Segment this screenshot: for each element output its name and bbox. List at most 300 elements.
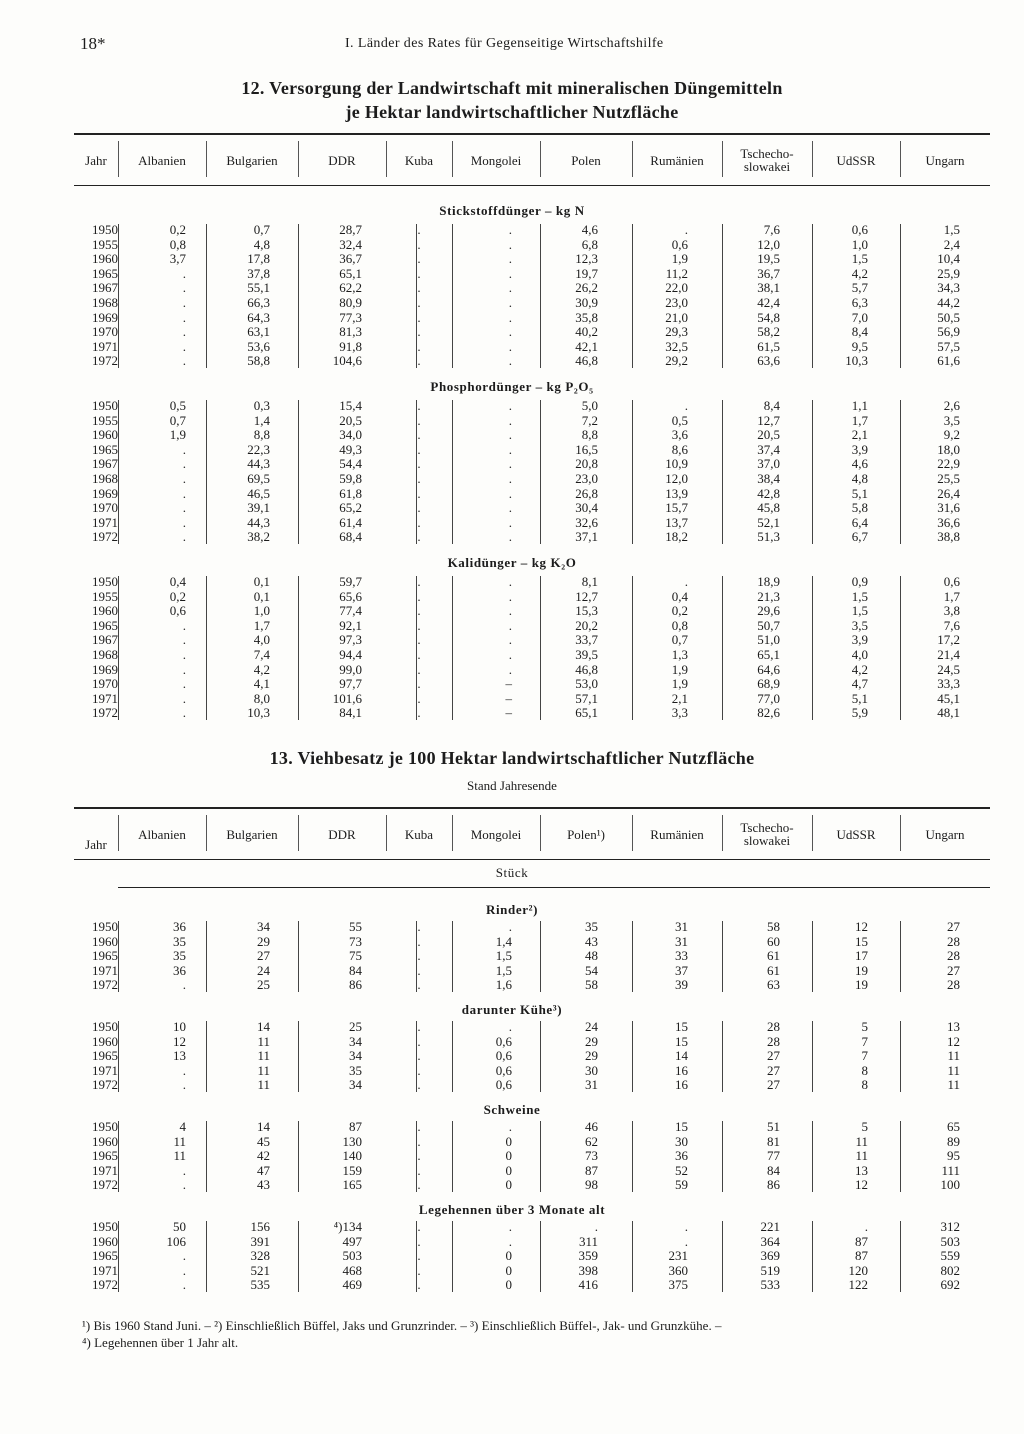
table13-data-sep — [206, 1221, 207, 1292]
value-cell: 0,2 — [169, 588, 186, 604]
value-cell: 1,5 — [851, 588, 868, 604]
value-cell: 1,5 — [851, 251, 868, 267]
table13-data-sep — [206, 921, 207, 992]
value-cell: 36,7 — [339, 251, 362, 267]
value-cell: . — [182, 441, 186, 457]
value-cell: 32,6 — [575, 514, 598, 530]
value-cell: 165 — [342, 1177, 362, 1193]
value-cell: . — [182, 1277, 186, 1293]
table12-data-sep — [416, 400, 417, 544]
value-cell: 0,6 — [851, 222, 868, 237]
value-cell: 0,6 — [495, 1062, 512, 1078]
table-row — [0, 311, 1024, 325]
year-cell: 1971 — [92, 514, 118, 530]
value-cell: 7,6 — [943, 617, 960, 633]
value-cell: 13,7 — [665, 514, 688, 530]
value-cell: 106 — [166, 1233, 186, 1249]
table-row — [0, 1178, 1024, 1192]
value-cell: 5,9 — [851, 705, 868, 721]
value-cell: 23,0 — [665, 295, 688, 310]
table13-header-sep-6 — [632, 815, 633, 851]
table13-data-sep — [452, 1021, 453, 1092]
value-cell: . — [508, 1233, 512, 1249]
value-cell: . — [417, 1177, 421, 1193]
table-row — [0, 1149, 1024, 1163]
value-cell: 77,3 — [339, 309, 362, 325]
table12-header-sep-4 — [452, 141, 453, 177]
table13-header-sep-7 — [722, 815, 723, 851]
value-cell: . — [417, 1077, 421, 1093]
value-cell: 14 — [257, 1019, 270, 1034]
value-cell: 65,1 — [757, 647, 780, 662]
value-cell: . — [417, 1148, 421, 1164]
value-cell: 21,3 — [757, 588, 780, 604]
value-cell: 42 — [257, 1148, 270, 1164]
value-cell: 7,6 — [763, 222, 780, 237]
value-cell: 46,8 — [575, 661, 598, 677]
value-cell: 7,2 — [581, 412, 598, 428]
value-cell: . — [182, 280, 186, 296]
value-cell: 364 — [760, 1233, 780, 1249]
table13-header-sep-8 — [812, 815, 813, 851]
value-cell: 27 — [947, 919, 960, 934]
value-cell: 61,5 — [757, 338, 780, 354]
value-cell: 8 — [861, 1077, 868, 1093]
value-cell: 5,0 — [581, 398, 598, 413]
table-row — [0, 1220, 1024, 1234]
value-cell: 38,1 — [757, 280, 780, 296]
year-cell: 1965 — [92, 1248, 118, 1264]
value-cell: . — [417, 251, 421, 267]
year-cell: 1950 — [92, 574, 118, 589]
table-row — [0, 964, 1024, 978]
year-cell: 1971 — [92, 690, 118, 706]
value-cell: 34,0 — [339, 427, 362, 443]
table13-data-sep — [812, 1221, 813, 1292]
value-cell: 8,4 — [763, 398, 780, 413]
value-cell: 12,0 — [665, 471, 688, 486]
table-row — [0, 487, 1024, 501]
value-cell: 27 — [767, 1048, 780, 1064]
value-cell: 0 — [505, 1162, 512, 1178]
value-cell: 1,5 — [943, 222, 960, 237]
table13-header-4: Kuba — [404, 826, 434, 842]
value-cell: . — [417, 529, 421, 545]
table12-header-sep-7 — [722, 141, 723, 177]
value-cell: 23,0 — [575, 471, 598, 486]
value-cell: 25,5 — [937, 471, 960, 486]
value-cell: 24 — [257, 962, 270, 978]
value-cell: . — [182, 647, 186, 662]
value-cell: 2,1 — [671, 690, 688, 706]
table12-title-line1: 12. Versorgung der Landwirtschaft mit mineralischen Düngemitteln — [241, 78, 783, 98]
year-cell: 1972 — [92, 353, 118, 369]
table13-section-title-3: Legehennen über 3 Monate alt — [418, 1202, 606, 1217]
table-row — [0, 399, 1024, 413]
year-cell: 1970 — [92, 324, 118, 340]
value-cell: 13 — [855, 1162, 868, 1178]
value-cell: 54,4 — [339, 456, 362, 472]
value-cell: . — [417, 514, 421, 530]
value-cell: 120 — [848, 1262, 868, 1278]
value-cell: . — [684, 1233, 688, 1249]
value-cell: . — [508, 471, 512, 486]
table13-data-sep — [452, 1121, 453, 1192]
value-cell: . — [182, 690, 186, 706]
value-cell: 6,7 — [851, 529, 868, 545]
value-cell: 35 — [349, 1062, 362, 1078]
value-cell: 1,7 — [851, 412, 868, 428]
table-row — [0, 443, 1024, 457]
year-cell: 1969 — [92, 309, 118, 325]
table12-header-2: Bulgarien — [226, 152, 278, 168]
table12-data-sep — [540, 576, 541, 720]
value-cell: . — [684, 574, 688, 589]
table13-section-title-1: darunter Kühe³) — [461, 1002, 563, 1017]
table13-data-sep — [722, 1121, 723, 1192]
value-cell: 1,1 — [851, 398, 868, 413]
value-cell: . — [508, 280, 512, 296]
value-cell: 34 — [257, 919, 270, 934]
value-cell: 0,5 — [671, 412, 688, 428]
value-cell: . — [684, 222, 688, 237]
value-cell: 58,8 — [247, 353, 270, 369]
table-row — [0, 267, 1024, 281]
table13-header-0: Jahr — [85, 836, 107, 852]
value-cell: . — [508, 456, 512, 472]
value-cell: . — [417, 471, 421, 486]
value-cell: 29,6 — [757, 603, 780, 619]
table13-data-sep — [632, 1221, 633, 1292]
value-cell: 7 — [861, 1048, 868, 1064]
value-cell: 17 — [855, 948, 868, 964]
value-cell: 36 — [173, 962, 186, 978]
year-cell: 1972 — [92, 1077, 118, 1093]
value-cell: 99,0 — [339, 661, 362, 677]
value-cell: 0 — [505, 1277, 512, 1293]
table13-header-rule — [74, 859, 990, 860]
value-cell: . — [508, 324, 512, 340]
table13-data-sep — [722, 1221, 723, 1292]
table-row — [0, 281, 1024, 295]
year-cell: 1960 — [92, 603, 118, 619]
value-cell: . — [594, 1219, 598, 1234]
value-cell: 13 — [947, 1019, 960, 1034]
value-cell: 11 — [257, 1033, 270, 1049]
value-cell: – — [505, 690, 512, 706]
value-cell: . — [182, 705, 186, 721]
value-cell: 503 — [940, 1233, 960, 1249]
value-cell: 27 — [767, 1062, 780, 1078]
value-cell: 231 — [668, 1248, 688, 1264]
value-cell: 51 — [767, 1119, 780, 1134]
year-cell: 1960 — [92, 251, 118, 267]
table13-data-sep — [118, 1221, 119, 1292]
year-cell: 1965 — [92, 1148, 118, 1164]
year-cell: 1960 — [92, 427, 118, 443]
table12-data-sep — [298, 224, 299, 368]
value-cell: 45,1 — [937, 690, 960, 706]
value-cell: 28,7 — [339, 222, 362, 237]
table12-data-sep — [632, 224, 633, 368]
value-cell: . — [182, 1162, 186, 1178]
value-cell: 15 — [675, 1119, 688, 1134]
year-cell: 1955 — [92, 412, 118, 428]
value-cell: 57,5 — [937, 338, 960, 354]
value-cell: 10,3 — [845, 353, 868, 369]
value-cell: 12,0 — [757, 236, 780, 252]
value-cell: 56,9 — [937, 324, 960, 340]
value-cell: . — [182, 500, 186, 516]
value-cell: . — [508, 647, 512, 662]
value-cell: . — [417, 1219, 421, 1234]
value-cell: 29,3 — [665, 324, 688, 340]
value-cell: 1,5 — [495, 962, 512, 978]
table-row — [0, 1249, 1024, 1263]
value-cell: 27 — [947, 962, 960, 978]
value-cell: 19 — [855, 962, 868, 978]
value-cell: 6,8 — [581, 236, 598, 252]
table12-data-sep — [900, 224, 901, 368]
value-cell: 28 — [947, 933, 960, 949]
value-cell: 0,2 — [169, 222, 186, 237]
value-cell: 0,8 — [671, 617, 688, 633]
value-cell: 63,6 — [757, 353, 780, 369]
value-cell: 84,1 — [339, 705, 362, 721]
value-cell: 31 — [675, 919, 688, 934]
table13-data-sep — [812, 921, 813, 992]
table12-header-6: Polen — [571, 152, 601, 168]
year-cell: 1968 — [92, 647, 118, 662]
value-cell: 98 — [585, 1177, 598, 1193]
value-cell: 8,4 — [851, 324, 868, 340]
value-cell: 30 — [585, 1062, 598, 1078]
table12-header-sep-3 — [386, 141, 387, 177]
value-cell: 0,6 — [169, 603, 186, 619]
value-cell: 58 — [585, 977, 598, 993]
value-cell: . — [417, 603, 421, 619]
value-cell: 0,3 — [253, 398, 270, 413]
value-cell: 60 — [767, 933, 780, 949]
value-cell: 50 — [173, 1219, 186, 1234]
value-cell: 65,6 — [339, 588, 362, 604]
value-cell: 1,5 — [851, 603, 868, 619]
value-cell: 84 — [349, 962, 362, 978]
year-cell: 1950 — [92, 1019, 118, 1034]
value-cell: . — [508, 919, 512, 934]
table12-data-sep — [416, 576, 417, 720]
table12-data-sep — [118, 224, 119, 368]
value-cell: 34,3 — [937, 280, 960, 296]
value-cell: 87 — [855, 1233, 868, 1249]
value-cell: – — [505, 676, 512, 692]
value-cell: . — [417, 398, 421, 413]
value-cell: . — [182, 632, 186, 648]
table13-data-sep — [540, 1221, 541, 1292]
value-cell: 37,8 — [247, 265, 270, 281]
value-cell: . — [417, 427, 421, 443]
value-cell: 20,5 — [339, 412, 362, 428]
value-cell: . — [417, 1033, 421, 1049]
value-cell: 16,5 — [575, 441, 598, 457]
table12-header-sep-0 — [118, 141, 119, 177]
value-cell: 12 — [855, 1177, 868, 1193]
year-cell: 1972 — [92, 1277, 118, 1293]
value-cell: . — [182, 1077, 186, 1093]
value-cell: 33 — [675, 948, 688, 964]
value-cell: 4,8 — [851, 471, 868, 486]
value-cell: 9,2 — [943, 427, 960, 443]
table13-data-sep — [812, 1121, 813, 1192]
table-row — [0, 1064, 1024, 1078]
value-cell: . — [417, 222, 421, 237]
value-cell: 25 — [349, 1019, 362, 1034]
table-row — [0, 663, 1024, 677]
value-cell: 1,5 — [495, 948, 512, 964]
value-cell: . — [417, 1162, 421, 1178]
value-cell: 18,9 — [757, 574, 780, 589]
table-row — [0, 501, 1024, 515]
value-cell: 97,7 — [339, 676, 362, 692]
value-cell: 94,4 — [339, 647, 362, 662]
value-cell: 497 — [342, 1233, 362, 1249]
value-cell: 37,0 — [757, 456, 780, 472]
table-row — [0, 223, 1024, 237]
table13-header-8: Tschecho- slowakei — [740, 820, 794, 848]
value-cell: 15 — [675, 1033, 688, 1049]
value-cell: 5 — [861, 1119, 868, 1134]
table13-data-sep — [118, 1021, 119, 1092]
value-cell: 0,6 — [671, 236, 688, 252]
value-cell: . — [417, 353, 421, 369]
value-cell: 39,5 — [575, 647, 598, 662]
value-cell: 69,5 — [247, 471, 270, 486]
value-cell: . — [182, 338, 186, 354]
year-cell: 1960 — [92, 1233, 118, 1249]
value-cell: 44,3 — [247, 456, 270, 472]
table12-data-sep — [452, 400, 453, 544]
table12-header-9: UdSSR — [836, 152, 876, 168]
value-cell: 3,6 — [671, 427, 688, 443]
table12-data-sep — [206, 224, 207, 368]
value-cell: 28 — [947, 948, 960, 964]
value-cell: 519 — [760, 1262, 780, 1278]
table13-section-title-0: Rinder²) — [485, 902, 539, 917]
value-cell: 46,5 — [247, 485, 270, 501]
value-cell: 11 — [947, 1048, 960, 1064]
value-cell: 62 — [585, 1133, 598, 1149]
value-cell: 47 — [257, 1162, 270, 1178]
value-cell: 12 — [855, 919, 868, 934]
value-cell: 328 — [250, 1248, 270, 1264]
value-cell: 64,3 — [247, 309, 270, 325]
value-cell: . — [417, 588, 421, 604]
value-cell: 43 — [585, 933, 598, 949]
value-cell: 44,3 — [247, 514, 270, 530]
table13-section-title-2: Schweine — [483, 1102, 541, 1117]
table12-data-sep — [540, 224, 541, 368]
value-cell: 16 — [675, 1062, 688, 1078]
value-cell: 77,0 — [757, 690, 780, 706]
value-cell: 30,9 — [575, 295, 598, 310]
value-cell: 11 — [173, 1133, 186, 1149]
value-cell: 1,7 — [253, 617, 270, 633]
table13-title: 13. Viehbesatz je 100 Hektar landwirtschaftlicher Nutzfläche — [269, 748, 755, 768]
table13-unit-rule — [118, 887, 990, 888]
table13-data-sep — [722, 921, 723, 992]
year-cell: 1967 — [92, 456, 118, 472]
table12-data-sep — [416, 224, 417, 368]
value-cell: 375 — [668, 1277, 688, 1293]
value-cell: 46 — [585, 1119, 598, 1134]
value-cell: 65,2 — [339, 500, 362, 516]
table-row — [0, 1278, 1024, 1292]
value-cell: 15,7 — [665, 500, 688, 516]
value-cell: 27 — [767, 1077, 780, 1093]
value-cell: . — [417, 1119, 421, 1134]
value-cell: . — [182, 1262, 186, 1278]
year-cell: 1970 — [92, 500, 118, 516]
table12-data-sep — [812, 400, 813, 544]
value-cell: 48,1 — [937, 705, 960, 721]
value-cell: 46,8 — [575, 353, 598, 369]
table12-header-rule — [74, 185, 990, 186]
value-cell: 10,9 — [665, 456, 688, 472]
value-cell: 11 — [855, 1148, 868, 1164]
value-cell: 4 — [179, 1119, 186, 1134]
value-cell: 5,7 — [851, 280, 868, 296]
value-cell: 34 — [349, 1077, 362, 1093]
value-cell: 35 — [173, 933, 186, 949]
table13-data-sep — [206, 1021, 207, 1092]
value-cell: . — [417, 324, 421, 340]
value-cell: 87 — [349, 1119, 362, 1134]
value-cell: 100 — [940, 1177, 960, 1193]
value-cell: 0,7 — [671, 632, 688, 648]
value-cell: 0,6 — [495, 1077, 512, 1093]
value-cell: . — [417, 919, 421, 934]
table13-header-sep-4 — [452, 815, 453, 851]
table-row — [0, 1035, 1024, 1049]
year-cell: 1971 — [92, 338, 118, 354]
value-cell: 8,1 — [581, 574, 598, 589]
table13-header-sep-3 — [386, 815, 387, 851]
year-cell: 1950 — [92, 222, 118, 237]
table-row — [0, 1120, 1024, 1134]
value-cell: 4,6 — [851, 456, 868, 472]
value-cell: 87 — [585, 1162, 598, 1178]
table-row — [0, 1264, 1024, 1278]
table13-data-sep — [452, 1221, 453, 1292]
table13-unit: Stück — [495, 865, 529, 880]
year-cell: 1950 — [92, 1219, 118, 1234]
value-cell: 36,6 — [937, 514, 960, 530]
value-cell: 33,7 — [575, 632, 598, 648]
value-cell: . — [417, 647, 421, 662]
value-cell: 13,9 — [665, 485, 688, 501]
value-cell: 15,3 — [575, 603, 598, 619]
value-cell: 97,3 — [339, 632, 362, 648]
value-cell: 42,4 — [757, 295, 780, 310]
value-cell: 54 — [585, 962, 598, 978]
value-cell: 27 — [257, 948, 270, 964]
table13-header-sep-9 — [900, 815, 901, 851]
value-cell: 65,1 — [339, 265, 362, 281]
table13-data-sep — [416, 921, 417, 992]
value-cell: 14 — [257, 1119, 270, 1134]
value-cell: 82,6 — [757, 705, 780, 721]
table-row — [0, 590, 1024, 604]
